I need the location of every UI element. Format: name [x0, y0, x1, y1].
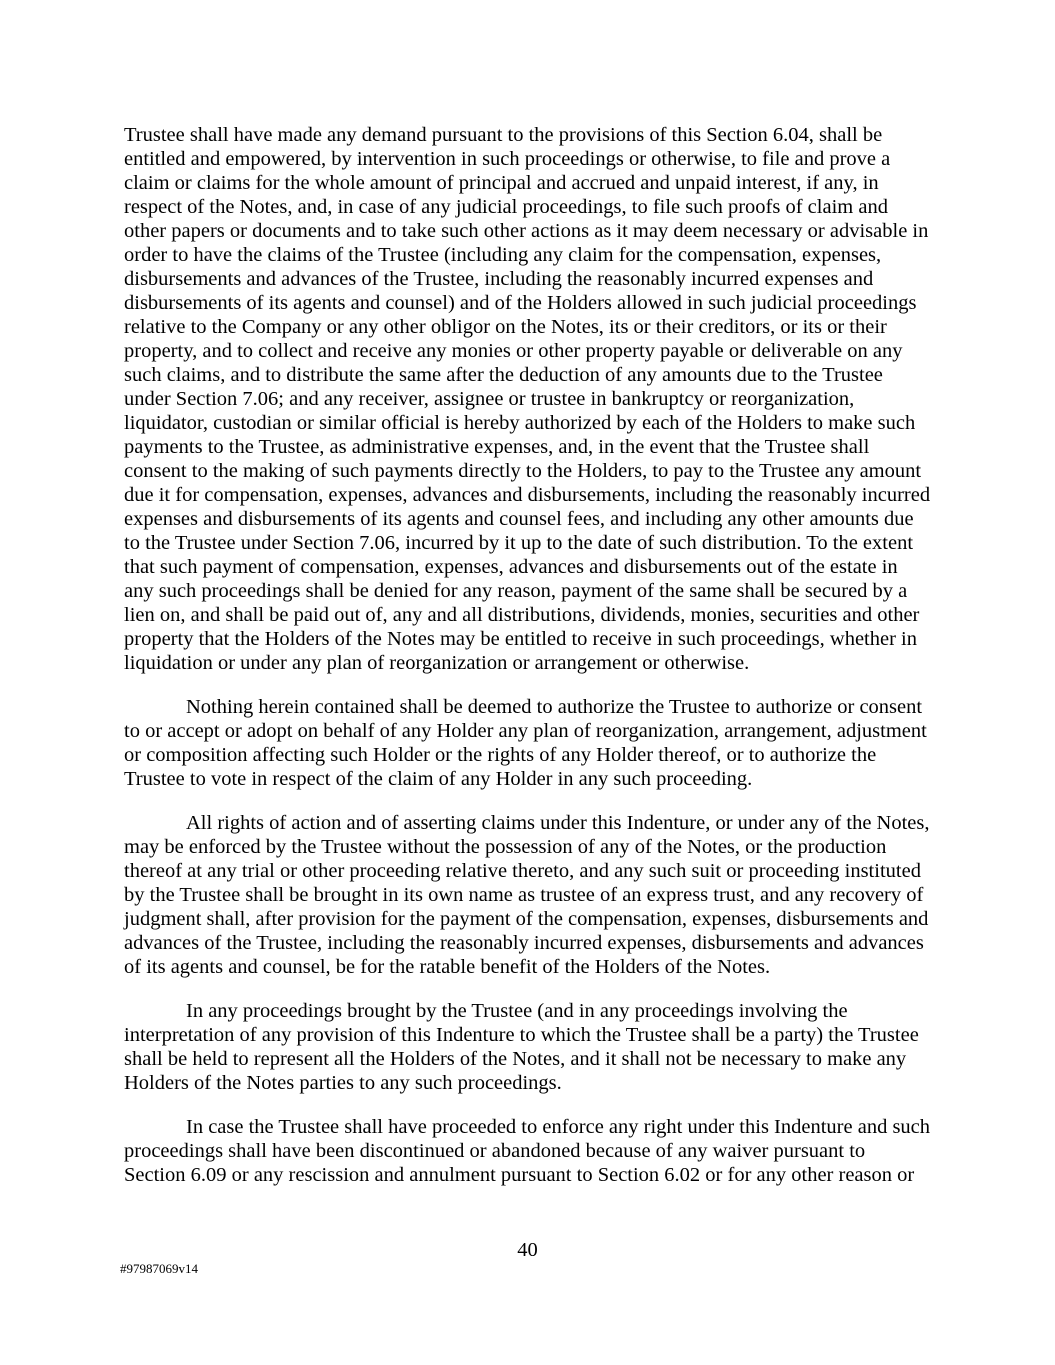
paragraph: In any proceedings brought by the Trustee (and in any proceedings involving the interpretation of any provision of this Indenture to which the Trustee shall be a party) the Trustee shall be held to represent all the Holders of the Notes, and it shall not be necessary to make any Holders of the Notes parties to any such proceedings.: [124, 1000, 919, 1094]
document-body: [124, 123, 931, 1207]
page-number: 40: [517, 1239, 538, 1261]
document-id-footer: #97987069v14: [120, 1261, 198, 1276]
paragraph: In case the Trustee shall have proceeded to enforce any right under this Indenture and such proceedings shall have been discontinued or abandoned because of any waiver pursuant to Section 6.09 or any rescission and annulment pursuant to Section 6.02 or for any other reason or: [124, 1116, 931, 1186]
paragraph: Nothing herein contained shall be deemed to authorize the Trustee to authorize or consent to or accept or adopt on behalf of any Holder any plan of reorganization, arrangement, adjustment or composition affecting such Holder or the rights of any Holder thereof, or to authorize the Trustee to vote in respect of the claim of any Holder in any such proceeding.: [124, 696, 927, 790]
paragraph: Trustee shall have made any demand pursuant to the provisions of this Section 6.04, shall be entitled and empowered, by intervention in such proceedings or otherwise, to file and prove a claim or claims for the whole amount of principal and accrued and unpaid interest, if any, in respect of the Notes, and, in case of any judicial proceedings, to file such proofs of claim and other papers or documents and to take such other actions as it may deem necessary or advisable in order to have the claims of the Trustee (including any claim for the compensation, expenses, disbursements and advances of the Trustee, including the reasonably incurred expenses and disbursements of its agents and counsel) and of the Holders allowed in such judicial proceedings relative to the Company or any other obligor on the Notes, its or their creditors, or its or their property, and to collect and receive any monies or other property payable or deliverable on any such claims, and to distribute the same after the deduction of any amounts due to the Trustee under Section 7.06; and any receiver, assignee or trustee in bankruptcy or reorganization, liquidator, custodian or similar official is hereby authorized by each of the Holders to make such payments to the Trustee, as administrative expenses, and, in the event that the Trustee shall consent to the making of such payments directly to the Holders, to pay to the Trustee any amount due it for compensation, expenses, advances and disbursements, including the reasonably incurred expenses and disbursements of its agents and counsel fees, and including any other amounts due to the Trustee under Section 7.06, incurred by it up to the date of such distribution. To the extent that such payment of compensation, expenses, advances and disbursements out of the estate in any such proceedings shall be denied for any reason, payment of the same shall be secured by a lien on, and shall be paid out of, any and all distributions, dividends, monies, securities and other property that the Holders of the Notes may be entitled to receive in such proceedings, whether in liquidation or under any plan of reorganization or arrangement or otherwise.: [124, 124, 931, 674]
paragraph: All rights of action and of asserting claims under this Indenture, or under any of the Notes, may be enforced by the Trustee without the possession of any of the Notes, or the production thereof at any trial or other proceeding relative thereto, and any such suit or proceeding instituted by the Trustee shall be brought in its own name as trustee of an express trust, and any recovery of judgment shall, after provision for the payment of the compensation, expenses, disbursements and advances of the Trustee, including the reasonably incurred expenses, disbursements and advances of its agents and counsel, be for the ratable benefit of the Holders of the Notes.: [124, 812, 930, 978]
